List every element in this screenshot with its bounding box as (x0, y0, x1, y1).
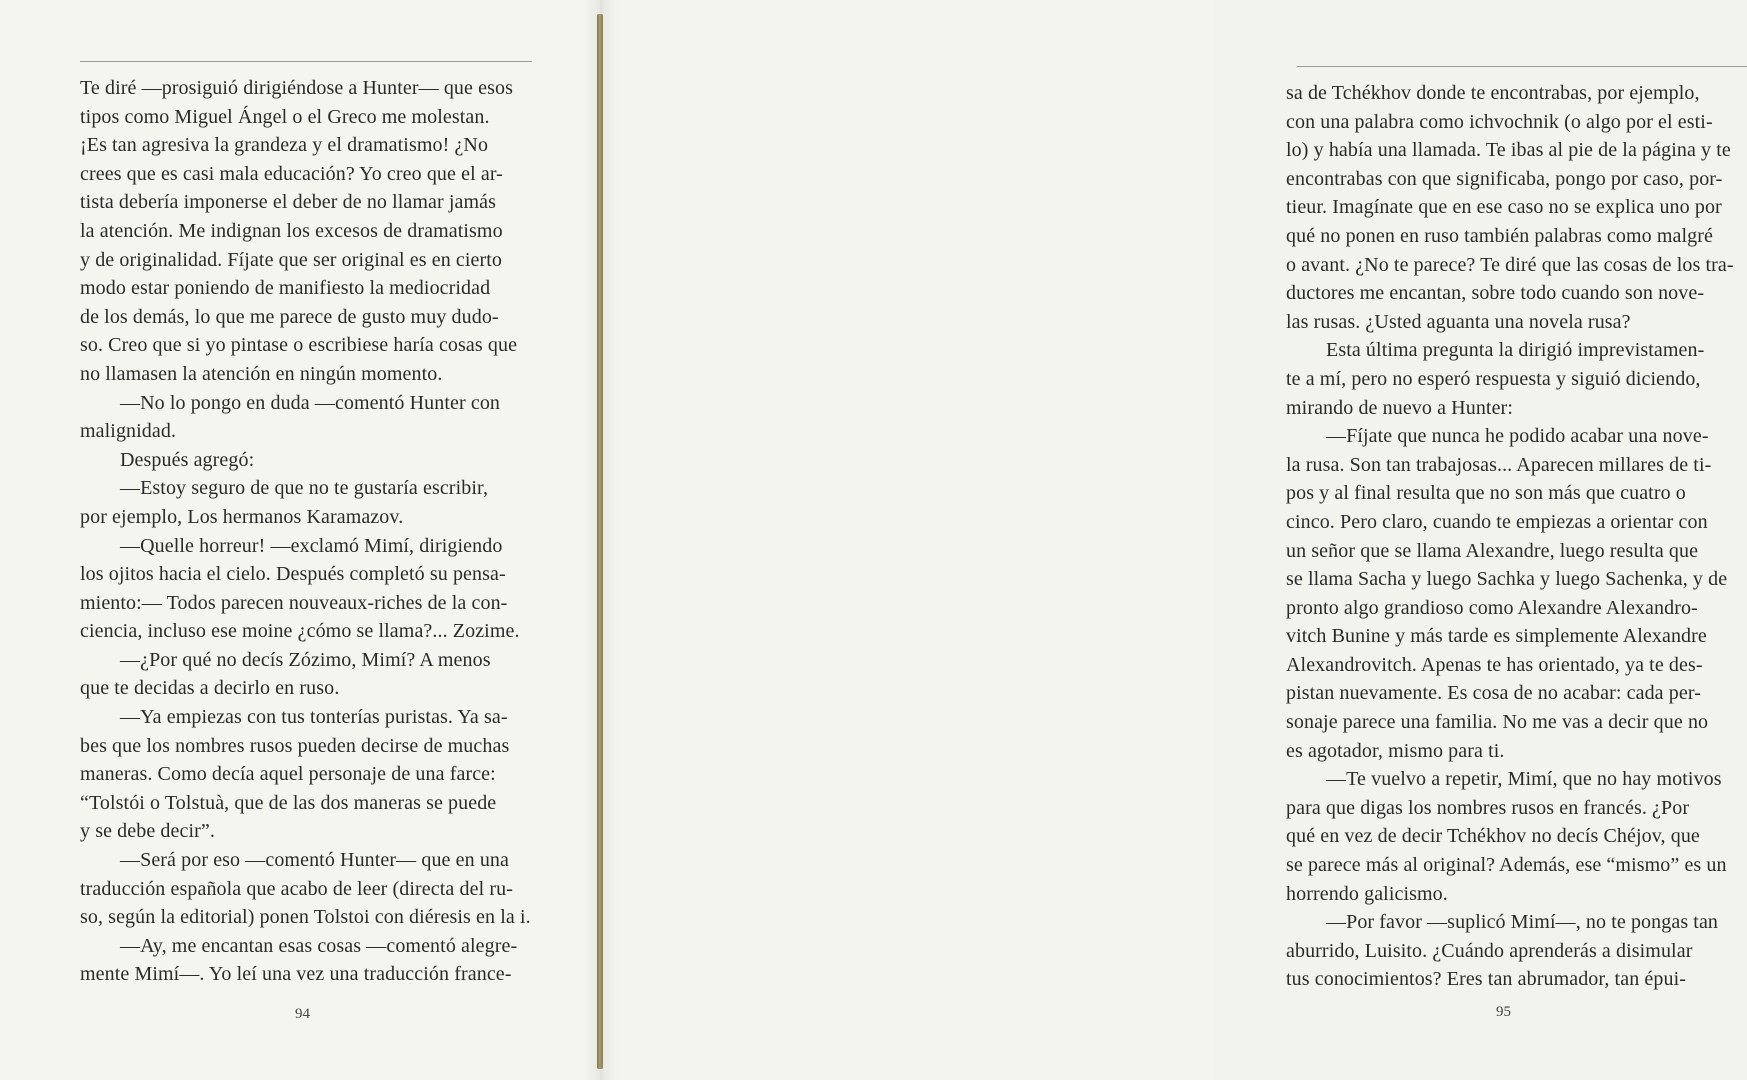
text-line: pistan nuevamente. Es cosa de no acabar: cada per- (1286, 682, 1701, 705)
left-page-text (80, 74, 532, 989)
text-line: para que digas los nombres rusos en francés. ¿Por (1286, 796, 1690, 819)
text-line: no llamasen la atención en ningún momento. (80, 362, 443, 385)
text-line: sonaje parece una familia. No me vas a decir que no (1286, 711, 1709, 734)
text-line: tieur. Imagínate que en ese caso no se explica uno por (1286, 196, 1722, 219)
text-line: la rusa. Son tan trabajosas... Aparecen millares de ti- (1286, 453, 1712, 476)
text-line: es agotador, mismo para ti. (1286, 739, 1505, 762)
header-rule (80, 61, 532, 62)
right-page-text (1286, 79, 1744, 994)
text-line: Te diré —prosiguió dirigiéndose a Hunter— que esos (80, 77, 513, 99)
text-line: sa de Tchékhov donde te encontrabas, por ejemplo, (1286, 82, 1700, 104)
text-line: ciencia, incluso ese moine ¿cómo se llama?... Zozime. (80, 620, 520, 643)
text-line: Esta última pregunta la dirigió imprevistamen- (1326, 339, 1705, 362)
text-line: modo estar poniendo de manifiesto la mediocridad (80, 277, 491, 300)
text-line: so, según la editorial) ponen Tolstoi con diéresis en la i. (80, 906, 531, 929)
text-line: so. Creo que si yo pintase o escribiese haría cosas que (80, 334, 518, 357)
text-line: y se debe decir”. (80, 820, 215, 843)
text-line: que te decidas a decirlo en ruso. (80, 677, 340, 700)
text-line: pronto algo grandioso como Alexandre Alexandro- (1286, 596, 1698, 619)
right-page (600, 0, 1734, 1080)
text-line: tipos como Miguel Ángel o el Greco me molestan. (80, 105, 490, 128)
text-line: o avant. ¿No te parece? Te diré que las cosas de los tra- (1286, 253, 1734, 276)
text-line: tista debería imponerse el deber de no llamar jamás (80, 191, 497, 214)
text-line: se llama Sacha y luego Sachka y luego Sachenka, y de (1286, 568, 1728, 591)
text-line: un señor que se llama Alexandre, luego resulta que (1286, 539, 1699, 562)
text-line: por ejemplo, Los hermanos Karamazov. (80, 505, 404, 528)
text-line: mirando de nuevo a Hunter: (1286, 396, 1513, 419)
text-line: —Será por eso —comentó Hunter— que en una (120, 849, 509, 872)
text-line: maneras. Como decía aquel personaje de una farce: (80, 763, 496, 786)
text-line: cinco. Pero claro, cuando te empiezas a orientar con (1286, 510, 1708, 533)
text-line: —Ay, me encantan esas cosas —comentó alegre- (120, 934, 518, 957)
text-line: te a mí, pero no esperó respuesta y siguió diciendo, (1286, 367, 1701, 390)
text-line: Alexandrovitch. Apenas te has orientado, ya te des- (1286, 653, 1703, 676)
text-line: lo) y había una llamada. Te ibas al pie de la página y te (1286, 139, 1731, 162)
header-rule (1297, 66, 1747, 67)
text-line: —Estoy seguro de que no te gustaría escribir, (120, 477, 489, 500)
text-line: con una palabra como ichvochnik (o algo por el esti- (1286, 110, 1713, 133)
text-line: Después agregó: (120, 448, 255, 471)
text-line: y de originalidad. Fíjate que ser original es en cierto (80, 248, 503, 271)
text-line: horrendo galicismo. (1286, 882, 1448, 905)
text-line: —¿Por qué no decís Zózimo, Mimí? A menos (120, 648, 491, 671)
text-line: traducción española que acabo de leer (directa del ru- (80, 877, 513, 900)
text-line: aburrido, Luisito. ¿Cuándo aprenderás a disimular (1286, 939, 1693, 962)
page-number: 95 (1496, 1004, 1511, 1020)
text-line: —Te vuelvo a repetir, Mimí, que no hay motivos (1326, 768, 1722, 791)
bookmark-ribbon (597, 14, 603, 1069)
text-line: —Fíjate que nunca he podido acabar una nove- (1326, 425, 1709, 448)
text-line: mente Mimí—. Yo leí una vez una traducción france- (80, 963, 512, 986)
text-line: pos y al final resulta que no son más que cuatro o (1286, 482, 1686, 505)
text-line: —No lo pongo en duda —comentó Hunter con (120, 391, 501, 414)
text-line: ductores me encantan, sobre todo cuando son nove- (1286, 282, 1705, 305)
text-line: crees que es casi mala educación? Yo creo que el ar- (80, 162, 503, 185)
text-line: miento:— Todos parecen nouveaux-riches de la con- (80, 591, 508, 614)
text-line: ¡Es tan agresiva la grandeza y el dramatismo! ¿No (80, 134, 489, 157)
text-line: encontrabas con que significaba, pongo por caso, por- (1286, 167, 1723, 190)
text-line: las rusas. ¿Usted aguanta una novela rusa? (1286, 310, 1631, 333)
text-line: —Por favor —suplicó Mimí—, no te pongas tan (1326, 911, 1719, 934)
left-page (0, 0, 600, 1080)
page-number: 94 (295, 1006, 310, 1022)
text-line: los ojitos hacia el cielo. Después completó su pensa- (80, 563, 506, 586)
text-line: malignidad. (80, 420, 177, 443)
text-line: se parece más al original? Además, ese “mismo” es un (1286, 854, 1727, 877)
text-line: —Quelle horreur! —exclamó Mimí, dirigiendo (120, 534, 503, 557)
text-line: qué no ponen en ruso también palabras como malgré (1286, 224, 1713, 247)
text-line: la atención. Me indignan los excesos de dramatismo (80, 219, 503, 242)
text-line: —Ya empiezas con tus tonterías puristas. Ya sa- (120, 706, 508, 729)
text-line: bes que los nombres rusos pueden decirse de muchas (80, 734, 510, 757)
text-line: de los demás, lo que me parece de gusto muy dudo- (80, 305, 499, 328)
text-line: vitch Bunine y más tarde es simplemente Alexandre (1286, 625, 1707, 648)
text-line: tus conocimientos? Eres tan abrumador, tan épui- (1286, 968, 1686, 991)
text-line: qué en vez de decir Tchékhov no decís Chéjov, que (1286, 825, 1700, 848)
text-line: “Tolstói o Tolstuà, que de las dos maneras se puede (80, 791, 497, 814)
